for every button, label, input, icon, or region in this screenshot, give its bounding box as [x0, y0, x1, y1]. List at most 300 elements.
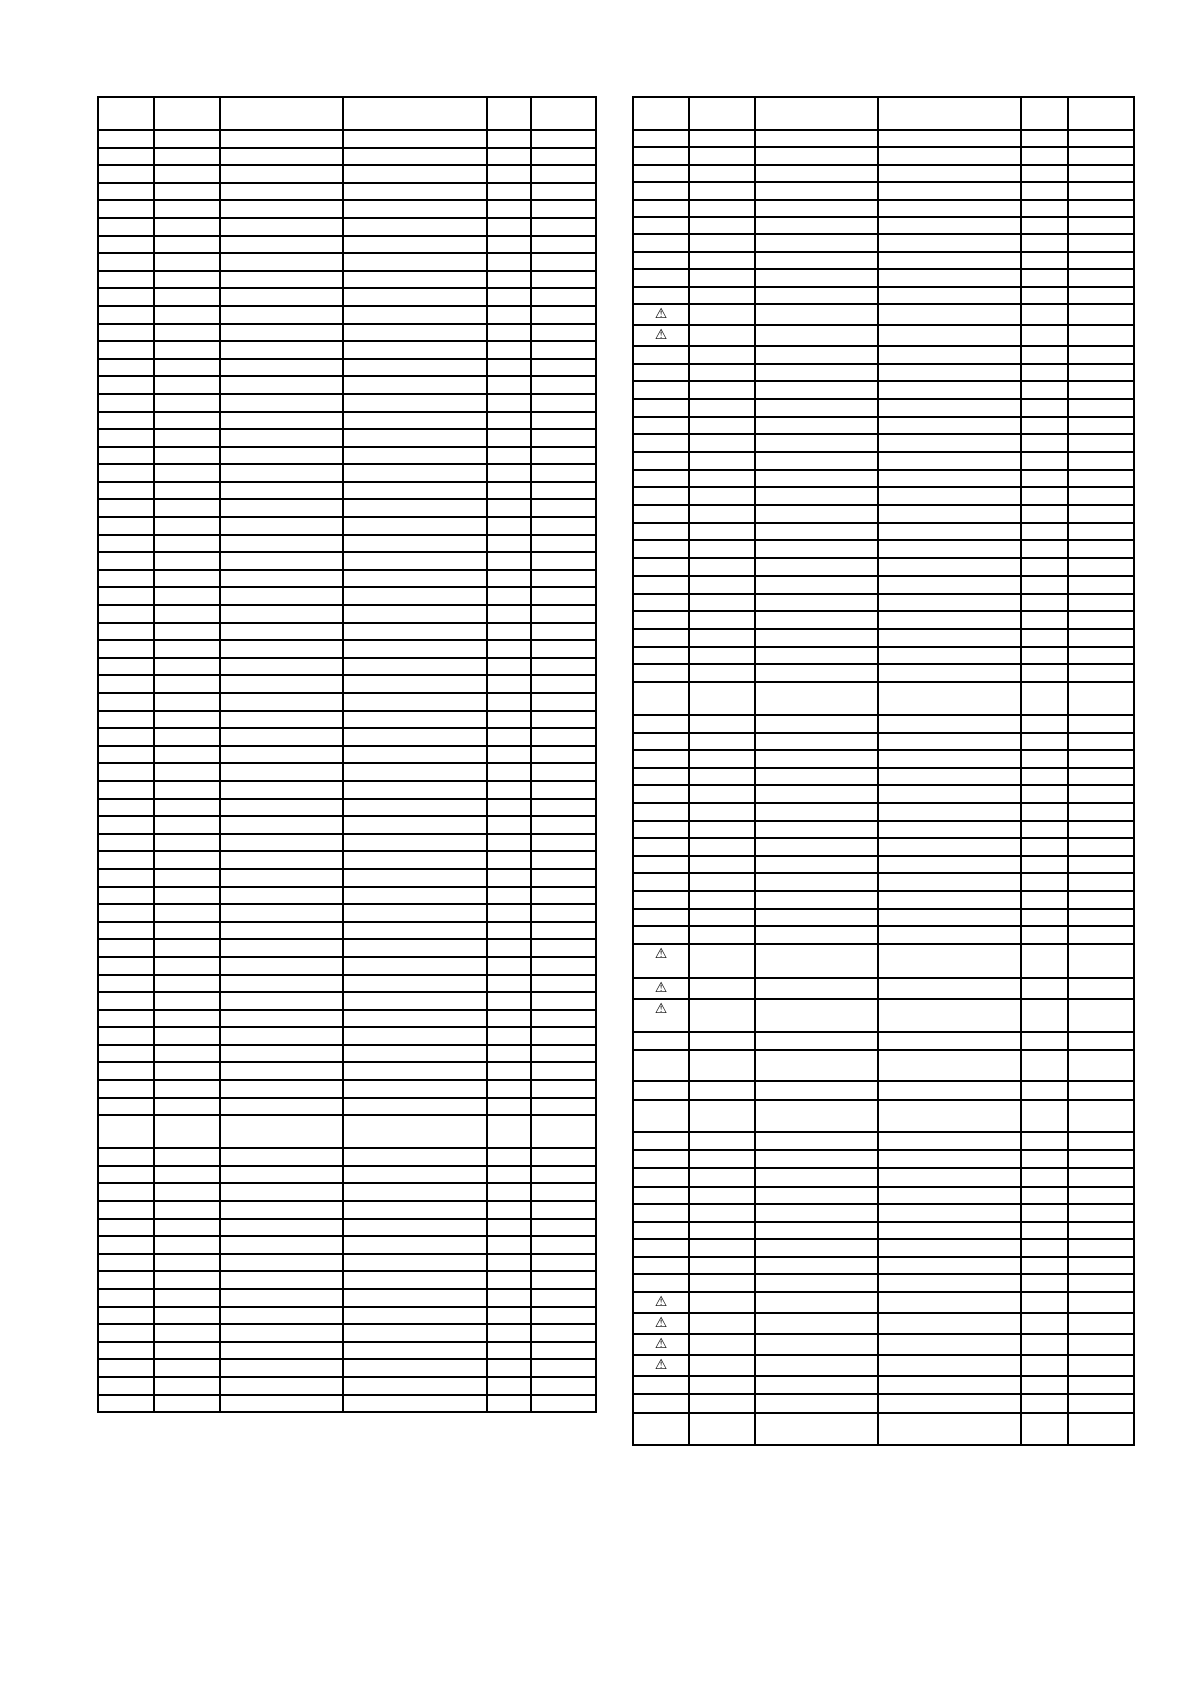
table-cell	[155, 676, 221, 694]
table-cell	[221, 1202, 344, 1220]
table-cell	[756, 201, 879, 218]
table-cell	[756, 1000, 879, 1033]
table-cell	[532, 448, 597, 466]
table-cell	[1022, 612, 1069, 630]
table-cell	[634, 751, 690, 769]
table-cell	[221, 888, 344, 906]
table-cell	[879, 347, 1022, 365]
table-cell	[756, 288, 879, 305]
table-cell	[532, 571, 597, 589]
table-cell	[1022, 786, 1069, 804]
table-cell	[1069, 786, 1135, 804]
table-cell	[756, 612, 879, 630]
table-cell	[532, 131, 597, 149]
table-row	[634, 541, 1135, 559]
table-cell	[221, 1290, 344, 1308]
table-cell	[690, 1205, 756, 1223]
table-cell	[879, 1377, 1022, 1396]
table-cell	[1022, 1033, 1069, 1051]
table-cell	[344, 588, 488, 606]
table-cell	[155, 1290, 221, 1308]
table-row	[634, 235, 1135, 252]
table-cell	[155, 588, 221, 606]
table-cell	[1069, 201, 1135, 218]
table-cell	[1069, 1395, 1135, 1414]
right-table-body	[634, 98, 1135, 1446]
table-cell	[1022, 506, 1069, 524]
table-row	[99, 254, 597, 272]
table-cell	[879, 910, 1022, 928]
table-cell	[1022, 1314, 1069, 1335]
table-cell	[879, 218, 1022, 235]
table-cell	[488, 342, 532, 360]
table-cell	[221, 149, 344, 167]
table-cell	[1069, 524, 1135, 542]
table-cell	[690, 400, 756, 418]
table-cell	[532, 1325, 597, 1343]
table-cell	[1069, 979, 1135, 1000]
table-cell	[879, 874, 1022, 892]
table-cell	[532, 1220, 597, 1238]
table-cell	[879, 435, 1022, 453]
table-cell	[1069, 595, 1135, 613]
table-cell	[488, 1343, 532, 1361]
table-cell	[99, 1167, 155, 1185]
table-row	[99, 149, 597, 167]
table-cell	[488, 905, 532, 923]
table-cell	[99, 237, 155, 255]
table-cell	[221, 676, 344, 694]
table-cell	[1022, 365, 1069, 383]
table-cell	[155, 1099, 221, 1117]
table-cell	[221, 1046, 344, 1064]
table-cell	[756, 1082, 879, 1101]
table-cell	[1022, 595, 1069, 613]
table-cell	[1069, 471, 1135, 489]
table-row	[99, 325, 597, 343]
table-cell	[879, 945, 1022, 979]
table-row	[634, 1082, 1135, 1101]
table-cell	[1069, 927, 1135, 945]
table-cell	[756, 1151, 879, 1169]
table-cell	[99, 712, 155, 730]
table-cell	[1069, 1051, 1135, 1082]
table-cell	[99, 413, 155, 431]
table-row	[99, 1063, 597, 1081]
table-cell	[344, 641, 488, 659]
table-cell	[532, 1308, 597, 1326]
table-cell	[756, 559, 879, 577]
table-cell	[879, 488, 1022, 506]
table-row	[99, 237, 597, 255]
table-row	[634, 874, 1135, 892]
table-cell	[488, 149, 532, 167]
table-cell	[532, 201, 597, 219]
table-cell	[155, 166, 221, 184]
table-cell	[634, 1377, 690, 1396]
table-cell	[690, 1240, 756, 1258]
warning-icon: ⚠	[654, 945, 668, 962]
table-cell	[532, 712, 597, 730]
table-cell	[1069, 577, 1135, 595]
table-cell	[634, 183, 690, 200]
table-cell	[1022, 201, 1069, 218]
table-cell	[344, 1237, 488, 1255]
table-cell	[344, 307, 488, 325]
table-cell	[344, 852, 488, 870]
table-cell	[879, 1151, 1022, 1169]
table-cell	[1069, 892, 1135, 910]
table-cell	[532, 958, 597, 976]
table-cell	[690, 1293, 756, 1314]
table-row	[99, 641, 597, 659]
table-cell	[155, 500, 221, 518]
table-cell	[488, 1099, 532, 1117]
table-cell	[1069, 365, 1135, 383]
table-cell	[155, 976, 221, 994]
table-cell	[155, 993, 221, 1011]
header-cell	[634, 98, 690, 131]
table-cell	[99, 624, 155, 642]
table-cell	[756, 769, 879, 787]
table-cell	[634, 148, 690, 165]
table-cell	[879, 1101, 1022, 1133]
table-cell	[532, 289, 597, 307]
table-cell	[221, 712, 344, 730]
header-cell	[1069, 98, 1135, 131]
table-cell	[344, 430, 488, 448]
table-cell	[155, 184, 221, 202]
header-cell	[221, 98, 344, 131]
table-cell	[221, 1063, 344, 1081]
table-cell	[155, 624, 221, 642]
table-row	[99, 342, 597, 360]
table-cell	[99, 888, 155, 906]
warning-icon: ⚠	[654, 326, 668, 343]
table-cell	[99, 483, 155, 501]
table-cell	[344, 1099, 488, 1117]
table-cell	[690, 1223, 756, 1241]
table-cell	[879, 734, 1022, 752]
table-cell	[1069, 1223, 1135, 1241]
table-cell	[634, 365, 690, 383]
table-cell	[99, 518, 155, 536]
table-cell	[532, 606, 597, 624]
table-cell	[488, 1081, 532, 1099]
table-cell	[99, 817, 155, 835]
table-cell	[488, 712, 532, 730]
table-cell	[532, 729, 597, 747]
table-cell	[690, 786, 756, 804]
table-cell	[1069, 418, 1135, 436]
table-cell	[488, 958, 532, 976]
table-cell	[488, 676, 532, 694]
table-cell	[756, 630, 879, 648]
table-cell	[532, 888, 597, 906]
table-row	[634, 577, 1135, 595]
table-cell	[1022, 235, 1069, 252]
table-row	[99, 1290, 597, 1308]
table-cell	[690, 1133, 756, 1151]
table-cell	[344, 553, 488, 571]
table-cell	[634, 945, 690, 979]
table-cell	[634, 435, 690, 453]
table-cell	[99, 1184, 155, 1202]
table-row	[99, 905, 597, 923]
table-row	[634, 630, 1135, 648]
table-row	[634, 183, 1135, 200]
table-cell	[1069, 734, 1135, 752]
table-cell	[1069, 1205, 1135, 1223]
table-cell	[155, 817, 221, 835]
table-cell	[221, 1116, 344, 1149]
table-cell	[879, 270, 1022, 287]
table-cell	[532, 1028, 597, 1046]
table-cell	[634, 166, 690, 183]
table-row	[634, 131, 1135, 148]
table-cell	[1069, 839, 1135, 857]
table-cell	[1022, 630, 1069, 648]
table-cell	[690, 1275, 756, 1293]
table-cell	[756, 1240, 879, 1258]
table-row	[99, 1011, 597, 1029]
table-cell	[99, 1308, 155, 1326]
table-cell	[690, 382, 756, 400]
table-row	[99, 976, 597, 994]
table-cell	[488, 360, 532, 378]
table-cell	[690, 488, 756, 506]
table-cell	[155, 1378, 221, 1396]
table-cell	[690, 524, 756, 542]
table-cell	[221, 606, 344, 624]
table-cell	[488, 1290, 532, 1308]
table-cell	[634, 559, 690, 577]
table-cell	[879, 1258, 1022, 1276]
table-cell	[756, 734, 879, 752]
table-cell	[488, 870, 532, 888]
table-cell	[1022, 1240, 1069, 1258]
table-cell	[155, 219, 221, 237]
table-cell	[634, 1169, 690, 1187]
table-cell	[155, 237, 221, 255]
table-cell	[99, 1063, 155, 1081]
table-row	[99, 289, 597, 307]
table-cell	[488, 940, 532, 958]
warning-row	[634, 1356, 1135, 1377]
table-cell	[879, 648, 1022, 666]
table-cell	[879, 630, 1022, 648]
table-cell	[1022, 683, 1069, 716]
table-row	[99, 993, 597, 1011]
left-table-body	[99, 98, 597, 1413]
table-cell	[634, 804, 690, 822]
table-cell	[634, 857, 690, 875]
table-cell	[99, 1290, 155, 1308]
table-cell	[221, 1343, 344, 1361]
table-cell	[155, 1202, 221, 1220]
table-cell	[1022, 892, 1069, 910]
table-cell	[532, 835, 597, 853]
table-cell	[1022, 471, 1069, 489]
table-cell	[756, 1033, 879, 1051]
table-cell	[221, 571, 344, 589]
table-row	[634, 1414, 1135, 1446]
table-cell	[155, 729, 221, 747]
table-cell	[690, 201, 756, 218]
table-cell	[532, 430, 597, 448]
table-cell	[879, 183, 1022, 200]
table-cell	[879, 559, 1022, 577]
table-cell	[879, 1169, 1022, 1187]
table-cell	[344, 1220, 488, 1238]
warning-row	[634, 326, 1135, 347]
table-cell	[634, 506, 690, 524]
table-cell	[756, 648, 879, 666]
table-cell	[690, 453, 756, 471]
table-cell	[488, 184, 532, 202]
table-row	[99, 1099, 597, 1117]
table-row	[634, 1395, 1135, 1414]
table-cell	[155, 764, 221, 782]
table-cell	[155, 1308, 221, 1326]
table-cell	[1069, 1258, 1135, 1276]
table-cell	[879, 305, 1022, 326]
table-cell	[532, 1063, 597, 1081]
table-cell	[344, 289, 488, 307]
table-cell	[1069, 1240, 1135, 1258]
table-cell	[690, 595, 756, 613]
table-cell	[1069, 630, 1135, 648]
table-cell	[756, 857, 879, 875]
table-cell	[690, 218, 756, 235]
table-cell	[221, 430, 344, 448]
table-cell	[634, 488, 690, 506]
table-cell	[488, 993, 532, 1011]
table-cell	[879, 1082, 1022, 1101]
table-cell	[221, 1396, 344, 1414]
table-cell	[756, 235, 879, 252]
table-cell	[488, 553, 532, 571]
table-cell	[99, 1202, 155, 1220]
warning-icon: ⚠	[654, 1293, 668, 1310]
header-cell	[532, 98, 597, 131]
table-cell	[1022, 1133, 1069, 1151]
table-cell	[344, 1202, 488, 1220]
table-cell	[99, 852, 155, 870]
table-cell	[155, 201, 221, 219]
table-cell	[488, 571, 532, 589]
table-cell	[99, 1081, 155, 1099]
table-cell	[99, 835, 155, 853]
table-cell	[690, 183, 756, 200]
table-row	[99, 1028, 597, 1046]
table-cell	[879, 1133, 1022, 1151]
table-cell	[756, 506, 879, 524]
table-cell	[488, 413, 532, 431]
table-row	[99, 624, 597, 642]
table-cell	[634, 1033, 690, 1051]
table-cell	[690, 1335, 756, 1356]
table-cell	[488, 1237, 532, 1255]
table-cell	[756, 400, 879, 418]
table-cell	[532, 1184, 597, 1202]
table-row	[99, 553, 597, 571]
table-cell	[488, 325, 532, 343]
table-cell	[532, 976, 597, 994]
table-cell	[155, 1116, 221, 1149]
table-cell	[690, 910, 756, 928]
table-cell	[756, 541, 879, 559]
table-cell	[99, 1272, 155, 1290]
table-cell	[634, 1356, 690, 1377]
warning-row	[634, 1000, 1135, 1033]
table-cell	[1069, 166, 1135, 183]
table-cell	[532, 307, 597, 325]
table-cell	[532, 395, 597, 413]
table-cell	[532, 1116, 597, 1149]
table-cell	[488, 1378, 532, 1396]
warning-icon: ⚠	[654, 305, 668, 322]
table-cell	[99, 694, 155, 712]
table-cell	[221, 237, 344, 255]
table-cell	[690, 1051, 756, 1082]
table-row	[99, 272, 597, 290]
table-cell	[690, 1395, 756, 1414]
table-cell	[99, 606, 155, 624]
table-cell	[634, 874, 690, 892]
table-cell	[221, 518, 344, 536]
table-cell	[756, 1188, 879, 1206]
table-cell	[532, 1046, 597, 1064]
table-cell	[532, 553, 597, 571]
table-cell	[221, 360, 344, 378]
table-row	[634, 716, 1135, 734]
table-cell	[1069, 235, 1135, 252]
table-cell	[221, 729, 344, 747]
table-cell	[1022, 1101, 1069, 1133]
table-cell	[634, 1240, 690, 1258]
table-cell	[690, 1414, 756, 1446]
table-cell	[344, 782, 488, 800]
table-cell	[1069, 506, 1135, 524]
table-cell	[344, 659, 488, 677]
warning-icon: ⚠	[654, 979, 668, 996]
table-cell	[532, 272, 597, 290]
table-cell	[1022, 183, 1069, 200]
table-cell	[634, 1223, 690, 1241]
table-cell	[690, 1033, 756, 1051]
table-row	[634, 822, 1135, 840]
table-cell	[690, 559, 756, 577]
table-cell	[1069, 1082, 1135, 1101]
table-cell	[532, 536, 597, 554]
table-cell	[488, 1149, 532, 1167]
table-cell	[1069, 648, 1135, 666]
table-cell	[155, 747, 221, 765]
table-cell	[690, 822, 756, 840]
table-cell	[221, 747, 344, 765]
table-cell	[221, 588, 344, 606]
table-row	[99, 166, 597, 184]
table-cell	[221, 272, 344, 290]
table-cell	[879, 400, 1022, 418]
table-cell	[634, 1275, 690, 1293]
table-cell	[488, 1046, 532, 1064]
table-cell	[690, 288, 756, 305]
table-cell	[1022, 347, 1069, 365]
table-cell	[756, 1205, 879, 1223]
table-cell	[756, 927, 879, 945]
